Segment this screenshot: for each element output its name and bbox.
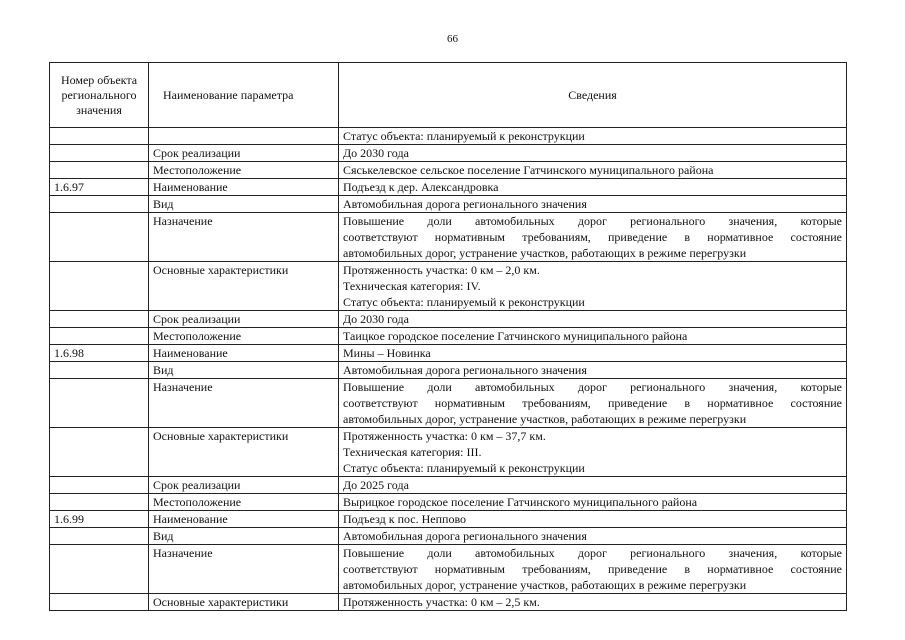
information-cell xyxy=(339,594,847,611)
information-cell xyxy=(339,262,847,311)
information-line: Мины – Новинка xyxy=(343,346,431,360)
header-object-number: Номер объекта регионального значения xyxy=(50,63,149,128)
table-row xyxy=(50,494,847,511)
parameter-name-cell: Местоположение xyxy=(149,328,339,345)
object-number-cell xyxy=(50,311,149,328)
information-cell xyxy=(339,528,847,545)
information-line: До 2025 года xyxy=(343,478,409,492)
information-line: Повышение доли автомобильных дорог регионального значения, которые xyxy=(343,546,842,560)
information-line: Автомобильная дорога регионального значения xyxy=(343,197,587,211)
table-row xyxy=(50,262,847,311)
object-number-cell xyxy=(50,545,149,594)
table-body xyxy=(50,128,847,611)
information-line: автомобильных дорог, устранение участков, работающих в режиме перегрузки xyxy=(343,412,747,426)
parameter-name-cell: Основные характеристики xyxy=(149,594,339,611)
table-row xyxy=(50,528,847,545)
information-line: Повышение доли автомобильных дорог регионального значения, которые xyxy=(343,380,842,394)
information-line: Протяженность участка: 0 км – 37,7 км. xyxy=(343,429,546,443)
object-number-cell xyxy=(50,477,149,494)
object-number-cell xyxy=(50,528,149,545)
information-cell xyxy=(339,511,847,528)
parameter-name-cell: Назначение xyxy=(149,545,339,594)
object-number-cell xyxy=(50,379,149,428)
object-number-cell xyxy=(50,594,149,611)
table-row xyxy=(50,594,847,611)
information-line: соответствуют нормативным требованиям, приведение в нормативное состояние xyxy=(343,396,842,410)
information-line: Автомобильная дорога регионального значения xyxy=(343,363,587,377)
information-cell xyxy=(339,345,847,362)
parameter-name-cell: Наименование xyxy=(149,179,339,196)
parameter-name-cell: Вид xyxy=(149,196,339,213)
information-cell xyxy=(339,545,847,594)
information-cell xyxy=(339,179,847,196)
parameter-name-cell xyxy=(149,128,339,145)
information-cell xyxy=(339,328,847,345)
table-row xyxy=(50,145,847,162)
information-line: Сяськелевское сельское поселение Гатчинского муниципального района xyxy=(343,163,714,177)
object-number-cell xyxy=(50,128,149,145)
parameter-name-cell: Местоположение xyxy=(149,494,339,511)
information-line: Повышение доли автомобильных дорог регионального значения, которые xyxy=(343,214,842,228)
information-cell xyxy=(339,162,847,179)
information-cell xyxy=(339,428,847,477)
parameter-name-cell: Вид xyxy=(149,528,339,545)
information-line: автомобильных дорог, устранение участков, работающих в режиме перегрузки xyxy=(343,246,747,260)
table-header-row xyxy=(50,63,847,128)
parameter-name-cell: Назначение xyxy=(149,213,339,262)
information-line: Вырицкое городское поселение Гатчинского муниципального района xyxy=(343,495,698,509)
information-line: До 2030 года xyxy=(343,146,409,160)
object-number-cell xyxy=(50,428,149,477)
table-row xyxy=(50,328,847,345)
table-row xyxy=(50,545,847,594)
parameter-name-cell: Срок реализации xyxy=(149,477,339,494)
table-row xyxy=(50,213,847,262)
object-number-cell xyxy=(50,213,149,262)
table-row xyxy=(50,345,847,362)
information-line: Техническая категория: III. xyxy=(343,445,482,459)
table-row xyxy=(50,162,847,179)
object-number-cell xyxy=(50,362,149,379)
information-line: Подъезд к пос. Неппово xyxy=(343,512,467,526)
information-line: Протяженность участка: 0 км – 2,0 км. xyxy=(343,263,540,277)
information-cell xyxy=(339,196,847,213)
table-row xyxy=(50,128,847,145)
parameter-name-cell: Наименование xyxy=(149,345,339,362)
parameter-name-cell: Назначение xyxy=(149,379,339,428)
object-number-cell xyxy=(50,196,149,213)
page-number: 66 xyxy=(447,33,458,45)
table-row xyxy=(50,196,847,213)
table-row xyxy=(50,511,847,528)
information-line: Протяженность участка: 0 км – 2,5 км. xyxy=(343,595,540,609)
object-number-cell: 1.6.98 xyxy=(50,345,149,362)
object-number-cell: 1.6.97 xyxy=(50,179,149,196)
object-number-cell xyxy=(50,328,149,345)
parameter-name-cell: Основные характеристики xyxy=(149,262,339,311)
object-number-cell: 1.6.99 xyxy=(50,511,149,528)
parameter-name-cell: Местоположение xyxy=(149,162,339,179)
object-number-cell xyxy=(50,262,149,311)
information-line: Техническая категория: IV. xyxy=(343,279,481,293)
parameter-name-cell: Срок реализации xyxy=(149,311,339,328)
table-row xyxy=(50,179,847,196)
information-line: Подъезд к дер. Александровка xyxy=(343,180,499,194)
parameter-name-cell: Срок реализации xyxy=(149,145,339,162)
information-line: автомобильных дорог, устранение участков, работающих в режиме перегрузки xyxy=(343,578,747,592)
parameter-name-cell: Основные характеристики xyxy=(149,428,339,477)
information-cell xyxy=(339,477,847,494)
table-row xyxy=(50,379,847,428)
information-cell xyxy=(339,362,847,379)
table-row xyxy=(50,311,847,328)
information-cell xyxy=(339,311,847,328)
information-cell xyxy=(339,128,847,145)
information-line: Таицкое городское поселение Гатчинского муниципального района xyxy=(343,329,688,343)
parameter-name-cell: Вид xyxy=(149,362,339,379)
information-cell xyxy=(339,494,847,511)
object-number-cell xyxy=(50,145,149,162)
parameter-name-cell: Наименование xyxy=(149,511,339,528)
information-cell xyxy=(339,379,847,428)
road-objects-table xyxy=(49,62,847,611)
information-line: Статус объекта: планируемый к реконструкции xyxy=(343,461,585,475)
information-cell xyxy=(339,145,847,162)
object-number-cell xyxy=(50,494,149,511)
information-line: Автомобильная дорога регионального значения xyxy=(343,529,587,543)
information-line: соответствуют нормативным требованиям, приведение в нормативное состояние xyxy=(343,562,842,576)
header-information: Сведения xyxy=(339,63,847,128)
table-row xyxy=(50,362,847,379)
table-row xyxy=(50,477,847,494)
information-line: Статус объекта: планируемый к реконструкции xyxy=(343,129,585,143)
information-cell xyxy=(339,213,847,262)
information-line: соответствуют нормативным требованиям, приведение в нормативное состояние xyxy=(343,230,842,244)
information-line: До 2030 года xyxy=(343,312,409,326)
table-row xyxy=(50,428,847,477)
information-line: Статус объекта: планируемый к реконструкции xyxy=(343,295,585,309)
object-number-cell xyxy=(50,162,149,179)
header-parameter-name: Наименование параметра xyxy=(149,63,339,128)
